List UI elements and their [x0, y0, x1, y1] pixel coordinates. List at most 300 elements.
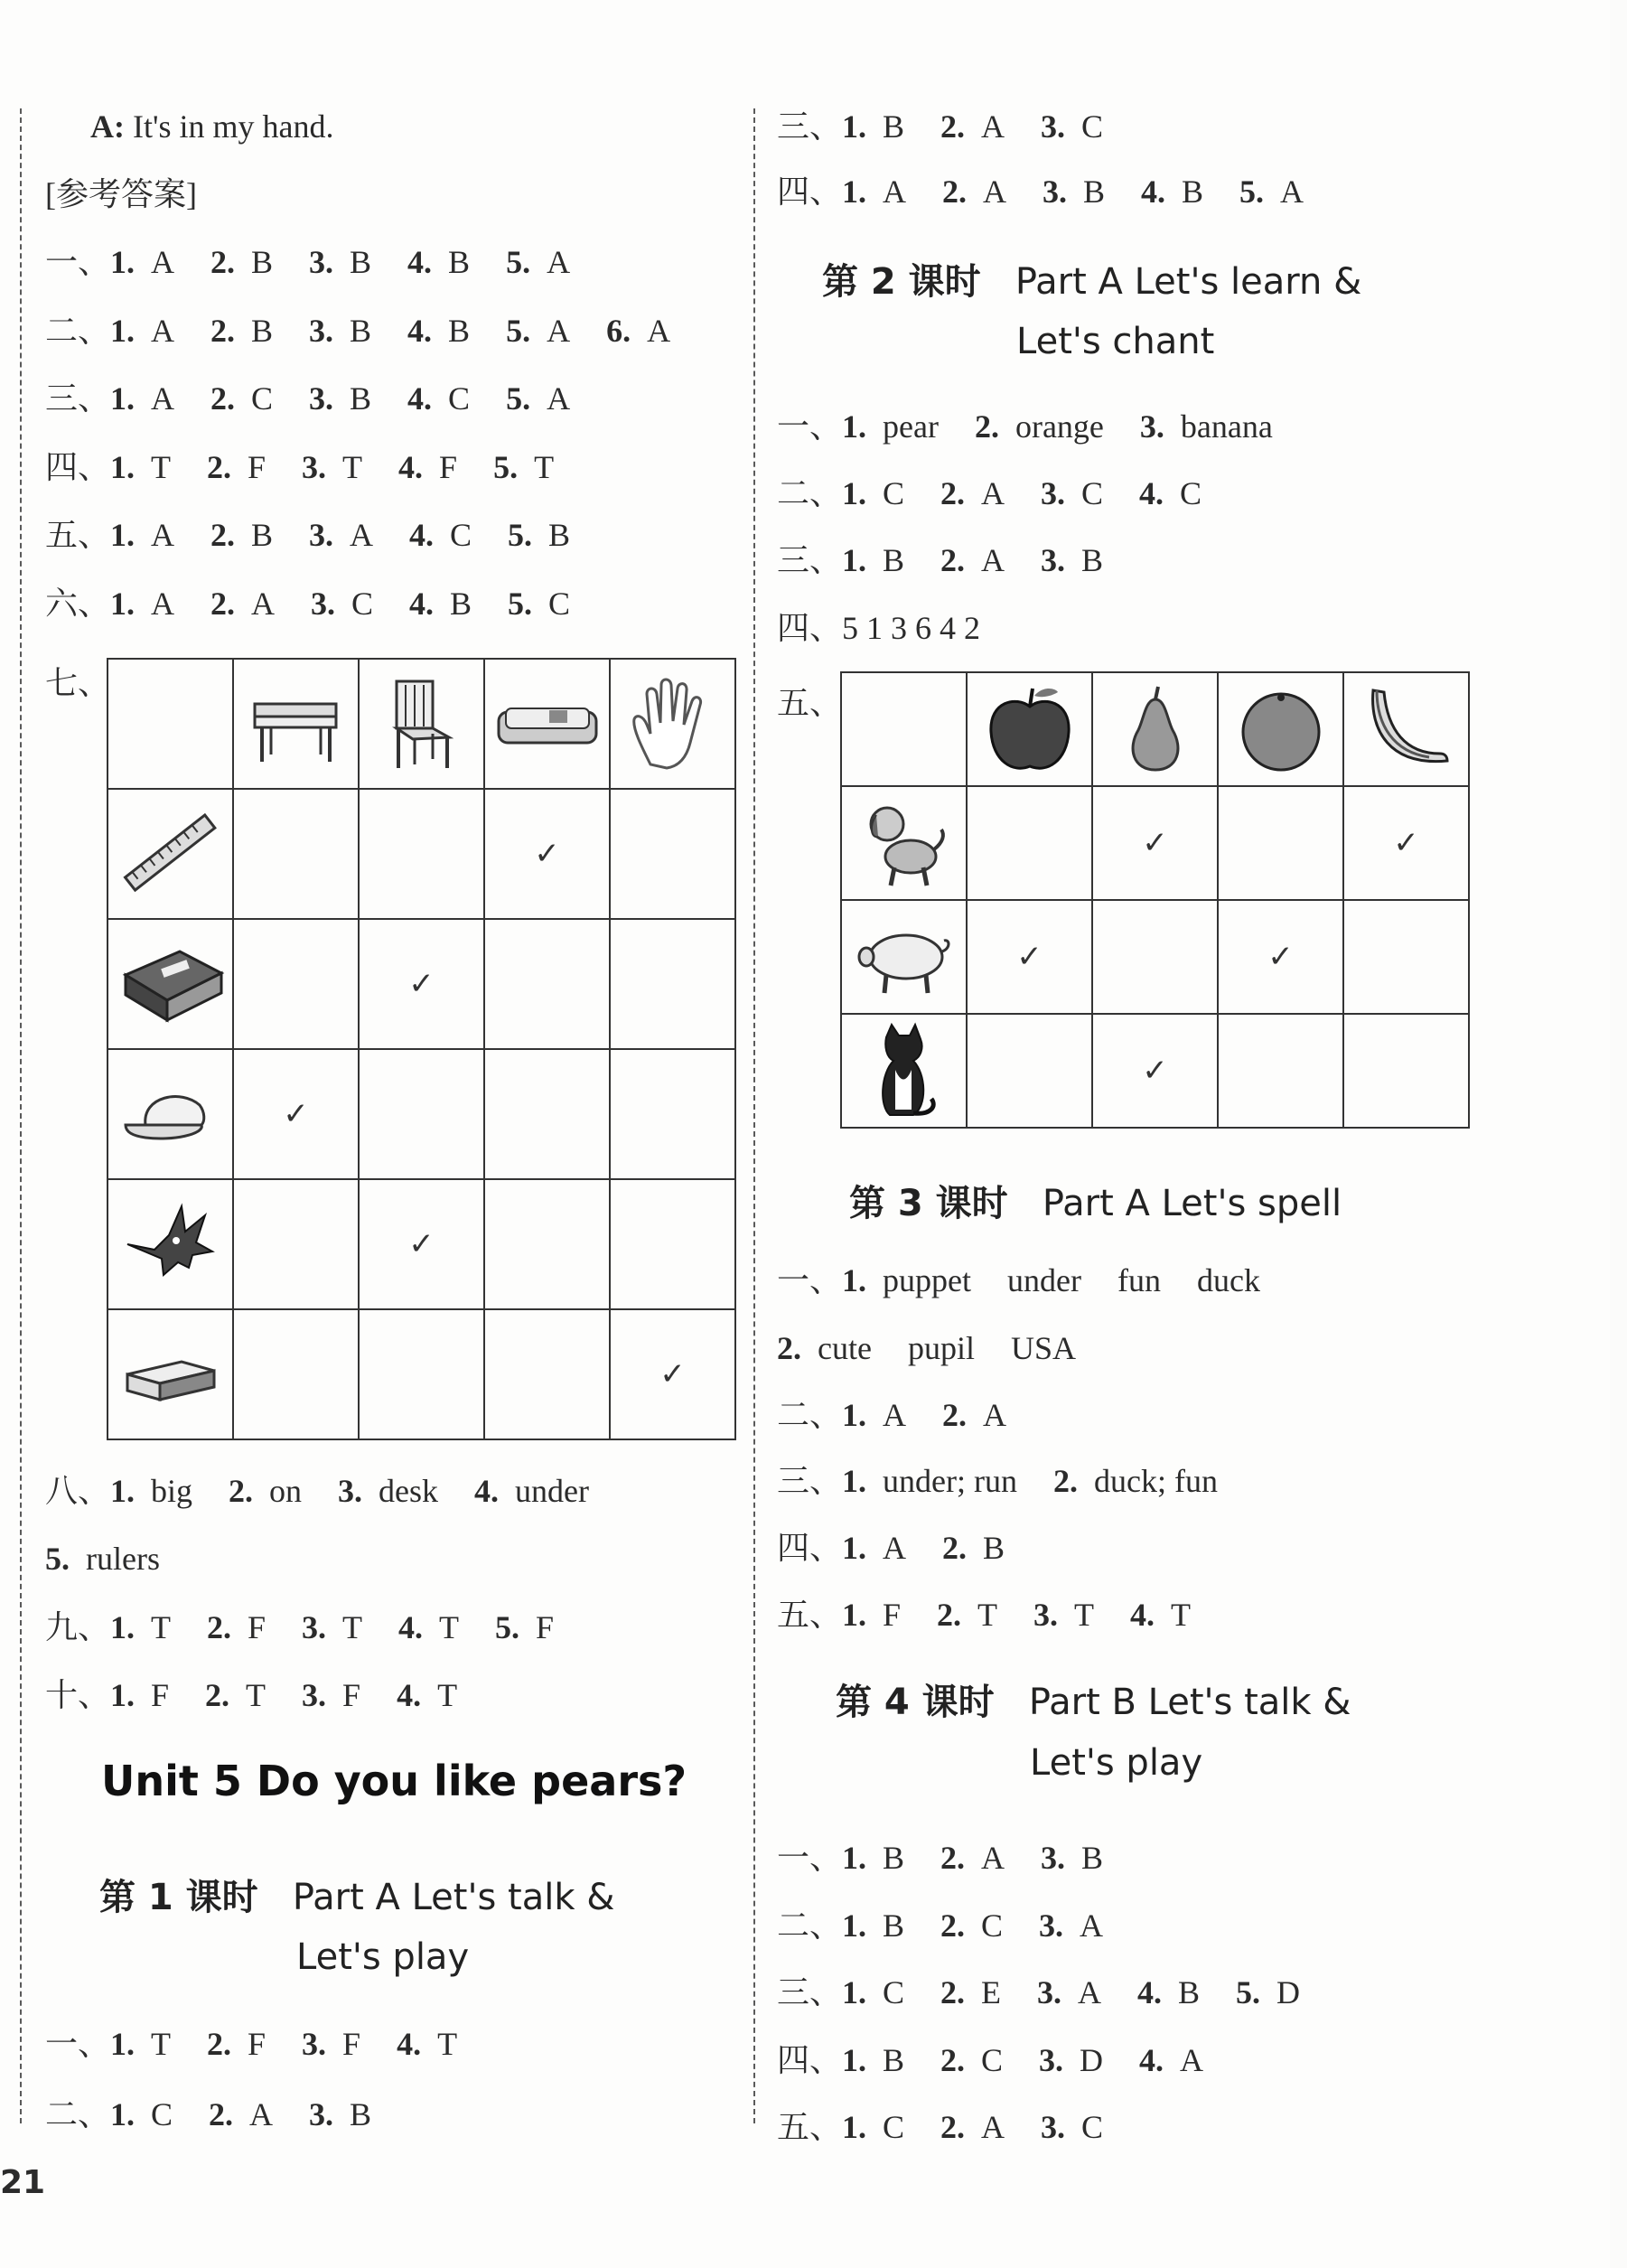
answer-row: [45, 447, 554, 487]
orange-icon: [1231, 679, 1331, 779]
item-number: 1.: [110, 448, 136, 485]
bird-icon: [118, 1199, 222, 1289]
check-cell: [233, 919, 359, 1049]
item-answer: F: [248, 2026, 266, 2062]
check-cell: [1343, 1014, 1469, 1128]
item-answer: banana: [1180, 408, 1273, 445]
item-answer: A: [883, 173, 907, 210]
item-number: 1.: [110, 1677, 136, 1713]
item-number: 4.: [398, 448, 424, 485]
item-answer: pear: [883, 408, 939, 445]
row-header-cell: [108, 1309, 233, 1439]
spell-word: pupil: [907, 1330, 975, 1366]
item-answer: B: [350, 244, 372, 280]
check-mark: ✓: [659, 1356, 686, 1392]
item-answer: B: [448, 312, 471, 349]
item-number: 2.: [940, 2041, 966, 2078]
left-margin-dashed-line: [20, 108, 22, 2123]
item-number: 2.: [229, 1473, 254, 1509]
check-cell: [233, 1309, 359, 1439]
item-number: 1.: [842, 2041, 867, 2078]
item-number: 1.: [110, 2026, 136, 2062]
row-label: 四、: [777, 1530, 843, 1566]
item-number: 3.: [302, 2026, 327, 2062]
item-answer: B: [350, 312, 372, 349]
item-number: 4.: [474, 1473, 500, 1509]
column-divider-dashed-line: [753, 108, 755, 2123]
row-label: 五、: [777, 2109, 843, 2145]
check-cell: [233, 1049, 359, 1179]
check-mark: ✓: [408, 966, 435, 1002]
check-mark: ✓: [283, 1096, 309, 1132]
apple-icon: [980, 679, 1080, 779]
item-answer: A: [1280, 173, 1304, 210]
item-answer: T: [437, 1677, 458, 1713]
item-number: 1.: [842, 1974, 867, 2010]
item-answer: A: [350, 517, 374, 553]
row-label: 一、: [777, 1840, 843, 1876]
item-answer: F: [342, 1677, 361, 1713]
item-number: 3.: [302, 448, 327, 485]
storybook-icon: [117, 939, 225, 1029]
item-number: 1.: [842, 542, 867, 578]
answer-row: [45, 2095, 371, 2134]
table-five-label: 五、: [777, 685, 843, 721]
table-header-row: [108, 659, 735, 789]
item-answer: on: [269, 1473, 303, 1509]
item-answer: E: [981, 1974, 1002, 2010]
cap-icon: [118, 1078, 222, 1150]
table-row: [108, 789, 735, 919]
item-number: 2.: [937, 1597, 962, 1633]
item-answer: orange: [1015, 408, 1104, 445]
lesson2-title-en: Part A Let's learn &: [1015, 261, 1362, 303]
item-answer: A: [981, 2109, 1005, 2145]
item-number: 1.: [842, 1530, 867, 1566]
check-cell: [359, 1309, 484, 1439]
item-answer: T: [977, 1597, 998, 1633]
item-number: 1.: [842, 1463, 867, 1499]
item-number: 1.: [842, 1597, 867, 1633]
row-label: 二、: [777, 1397, 843, 1433]
item-number: 3.: [1041, 475, 1066, 511]
item-number: 3.: [1039, 1907, 1064, 1944]
header-cell: [233, 659, 359, 789]
item-answer: B: [883, 2041, 905, 2078]
item-answer: T: [437, 2026, 458, 2062]
item-answer: A: [151, 517, 175, 553]
item-answer: T: [439, 1609, 460, 1645]
item-answer: B: [251, 517, 274, 553]
check-cell: [610, 1179, 735, 1309]
item-number: 2.: [777, 1330, 801, 1366]
item-answer: B: [883, 108, 905, 145]
check-cell: [233, 789, 359, 919]
item-number: 2.: [942, 173, 968, 210]
item-answer: F: [248, 448, 266, 485]
row-label: 三、: [45, 380, 111, 417]
fruit-animal-table: [840, 671, 1470, 1129]
answer-row: [777, 2107, 1103, 2147]
row-label: 二、: [777, 1907, 843, 1944]
row-header-cell: [841, 900, 967, 1014]
item-number: 5.: [506, 380, 531, 417]
check-cell: [1092, 900, 1218, 1014]
check-cell: [1218, 900, 1343, 1014]
lesson2-title: [822, 253, 1361, 305]
item-number: 1.: [842, 1840, 867, 1876]
item-answer: B: [350, 380, 372, 417]
item-answer: C: [1180, 475, 1202, 511]
check-cell: [1343, 900, 1469, 1014]
item-number: 3.: [1041, 2109, 1066, 2145]
check-cell: [1343, 786, 1469, 900]
item-number: 5.: [506, 244, 531, 280]
item-number: 2.: [207, 448, 232, 485]
item-number: 2.: [210, 244, 236, 280]
row-label: 二、: [45, 312, 111, 349]
item-number: 1.: [110, 1609, 136, 1645]
item-number: 2.: [209, 2096, 234, 2132]
item-number: 1.: [842, 1397, 867, 1433]
item-answer: B: [883, 1907, 905, 1944]
item-answer: A: [1078, 1974, 1102, 2010]
eraser-icon: [118, 1338, 222, 1410]
item-answer: C: [351, 585, 374, 622]
lesson4-title-en: Part B Let's talk &: [1028, 1682, 1351, 1723]
pencil-box-icon: [493, 692, 602, 755]
item-number: 1.: [842, 2109, 867, 2145]
row-label: 三、: [777, 108, 843, 145]
table-row: [108, 1179, 735, 1309]
item-answer: A: [883, 1397, 907, 1433]
lesson1-title-zh: 第 1 课时: [99, 1877, 258, 1918]
check-cell: [484, 1309, 610, 1439]
ruler-icon: [118, 809, 222, 899]
item-answer: big: [151, 1473, 193, 1509]
item-answer: T: [1074, 1597, 1095, 1633]
item-answer: C: [883, 1974, 905, 2010]
answer-row: [777, 172, 1304, 211]
item-number: 2.: [1052, 1463, 1078, 1499]
row-label: 四、: [45, 448, 111, 485]
item-answer: desk: [379, 1473, 439, 1509]
lesson1-title-en: Part A Let's talk &: [292, 1877, 615, 1918]
item-number: 4.: [398, 1609, 424, 1645]
check-cell: [484, 1179, 610, 1309]
row-label: 十、: [45, 1677, 111, 1713]
item-answer: T: [342, 448, 363, 485]
item-number: 2.: [940, 475, 966, 511]
item-answer: under; run: [883, 1463, 1017, 1499]
row-label: 三、: [777, 1463, 843, 1499]
row-header-cell: [108, 1049, 233, 1179]
item-answer: T: [1171, 1597, 1192, 1633]
spell-word: duck: [1196, 1262, 1260, 1298]
item-number: 3.: [1039, 2041, 1064, 2078]
page-number: 21: [0, 2164, 46, 2201]
row-header-cell: [108, 789, 233, 919]
header-cell: [1218, 672, 1343, 786]
item-answer: C: [548, 585, 571, 622]
item-answer: A: [981, 108, 1005, 145]
item-answer: C: [981, 2041, 1004, 2078]
lesson2-subtitle: Let's chant: [1016, 321, 1215, 362]
ba-row-item5: [45, 1539, 160, 1579]
item-answer: B: [251, 244, 274, 280]
item-number: 2.: [940, 542, 966, 578]
item-answer: A: [981, 475, 1005, 511]
item-number: 2.: [942, 1397, 968, 1433]
item-number: 3.: [1041, 108, 1066, 145]
item-number: 2.: [940, 1974, 966, 2010]
answer-row: [777, 1838, 1103, 1878]
order-sequence: 5 1 3 6 4 2: [842, 610, 981, 646]
item-number: 1.: [842, 173, 867, 210]
item-number: 1.: [110, 517, 136, 553]
answer-row: [777, 1973, 1300, 2012]
check-cell: [967, 1014, 1092, 1128]
lesson3-title-zh: 第 3 课时: [849, 1183, 1008, 1224]
item-answer: F: [536, 1609, 555, 1645]
header-cell: [1092, 672, 1218, 786]
item-number: 4.: [407, 244, 433, 280]
item-number: 4.: [1139, 2041, 1164, 2078]
item-answer: A: [983, 173, 1007, 210]
check-cell: [359, 919, 484, 1049]
row-label: 一、: [777, 408, 843, 445]
row-label: 二、: [777, 475, 843, 511]
item-number: 2.: [207, 1609, 232, 1645]
item-answer: A: [1180, 2041, 1204, 2078]
object-match-table: [107, 658, 736, 1440]
row-label: 一、: [45, 244, 111, 280]
spell-word: cute: [818, 1330, 872, 1366]
item-answer: A: [883, 1530, 907, 1566]
item-answer: B: [1081, 542, 1104, 578]
check-cell: [484, 1049, 610, 1179]
item-number: 1.: [110, 244, 136, 280]
row-label: 四、: [777, 2041, 843, 2078]
item-number: 3.: [1037, 1974, 1062, 2010]
pig-icon: [850, 912, 958, 1002]
item-number: 1.: [110, 312, 136, 349]
check-cell: [967, 786, 1092, 900]
item-number: 2.: [974, 408, 999, 445]
header-cell: [359, 659, 484, 789]
item-answer: D: [1276, 1974, 1301, 2010]
item-answer: A: [249, 2096, 274, 2132]
item-answer: B: [1182, 173, 1204, 210]
item-number: 4.: [409, 585, 435, 622]
item-number: 2.: [205, 1677, 230, 1713]
item-answer: A: [981, 542, 1005, 578]
answer-row: [45, 515, 570, 555]
item-answer: B: [1083, 173, 1106, 210]
item-answer: rulers: [86, 1541, 160, 1577]
item-number: 3.: [309, 312, 334, 349]
check-cell: [359, 789, 484, 919]
lesson1-title: [99, 1869, 614, 1920]
item-answer: T: [151, 1609, 172, 1645]
check-cell: [484, 919, 610, 1049]
unit-title: Unit 5 Do you like pears?: [101, 1757, 687, 1805]
item-number: 3.: [309, 517, 334, 553]
item-number: 4.: [1139, 475, 1164, 511]
row-header-cell: [841, 786, 967, 900]
answer-row: [45, 584, 570, 623]
item-number: 6.: [606, 312, 631, 349]
item-answer: A: [151, 312, 175, 349]
hand-icon: [623, 674, 723, 773]
dialogue-speaker: A:: [90, 108, 125, 145]
spell-word: puppet: [883, 1262, 971, 1298]
check-cell: [359, 1179, 484, 1309]
item-number: 5.: [493, 448, 519, 485]
item-answer: A: [547, 244, 571, 280]
dialogue-text: It's in my hand.: [133, 108, 334, 145]
item-answer: T: [342, 1609, 363, 1645]
check-mark: ✓: [1016, 939, 1043, 975]
row-label: 九、: [45, 1609, 111, 1645]
item-number: 3.: [309, 2096, 334, 2132]
item-number: 3.: [1041, 1840, 1066, 1876]
item-answer: F: [342, 2026, 361, 2062]
item-answer: C: [981, 1907, 1004, 1944]
item-answer: A: [151, 585, 175, 622]
check-mark: ✓: [1393, 825, 1419, 861]
item-number: 2.: [940, 1840, 966, 1876]
check-mark: ✓: [408, 1226, 435, 1262]
item-answer: C: [448, 380, 471, 417]
answer-row: [777, 540, 1103, 580]
item-answer: C: [883, 475, 905, 511]
item-number: 3.: [302, 1677, 327, 1713]
chair-icon: [369, 674, 473, 773]
item-number: 4.: [1141, 173, 1166, 210]
item-number: 1.: [110, 2096, 136, 2132]
item-answer: F: [151, 1677, 170, 1713]
item-number: 3.: [338, 1473, 363, 1509]
item-number: 1.: [842, 475, 867, 511]
lesson2-order-row: [777, 608, 980, 648]
item-answer: A: [251, 585, 276, 622]
lesson3-san-row: [777, 1461, 1218, 1501]
table-row: [841, 900, 1469, 1014]
lesson2-row-one: [777, 407, 1273, 446]
item-number: 2.: [942, 1530, 968, 1566]
item-number: 3.: [1033, 1597, 1059, 1633]
check-cell: [1092, 786, 1218, 900]
check-cell: [1218, 786, 1343, 900]
table-row: [108, 919, 735, 1049]
item-number: 2.: [940, 1907, 966, 1944]
answer-row: [777, 473, 1202, 513]
item-answer: A: [547, 312, 571, 349]
spell-word: fun: [1117, 1262, 1161, 1298]
item-answer: C: [883, 2109, 905, 2145]
item-answer: B: [350, 2096, 372, 2132]
answer-row: [45, 242, 570, 282]
answer-row: [777, 1528, 1005, 1568]
item-number: 1.: [842, 108, 867, 145]
item-answer: B: [883, 1840, 905, 1876]
item-answer: A: [983, 1397, 1007, 1433]
item-number: 5.: [45, 1541, 70, 1577]
item-number: 4.: [397, 1677, 422, 1713]
table-row: [108, 1309, 735, 1439]
check-cell: [610, 1049, 735, 1179]
table-row: [841, 1014, 1469, 1128]
check-cell: [967, 900, 1092, 1014]
item-answer: C: [251, 380, 274, 417]
check-cell: [610, 789, 735, 919]
item-answer: T: [534, 448, 555, 485]
item-number: 4.: [1137, 1974, 1163, 2010]
check-mark: ✓: [1142, 825, 1168, 861]
check-cell: [233, 1179, 359, 1309]
item-answer: F: [439, 448, 458, 485]
item-answer: B: [450, 585, 472, 622]
item-number: 2.: [210, 312, 236, 349]
row-label: 一、: [45, 2026, 111, 2062]
item-number: 3.: [1043, 173, 1068, 210]
item-answer: F: [883, 1597, 902, 1633]
lesson3-row-one: [777, 1261, 1260, 1300]
item-number: 4.: [407, 312, 433, 349]
row-label: 三、: [777, 542, 843, 578]
row-header-cell: [108, 919, 233, 1049]
check-cell: [1092, 1014, 1218, 1128]
corner-cell: [108, 659, 233, 789]
item-answer: B: [548, 517, 571, 553]
item-answer: C: [151, 2096, 173, 2132]
item-answer: B: [448, 244, 471, 280]
row-label: 五、: [45, 517, 111, 553]
item-number: 4.: [407, 380, 433, 417]
row-header-cell: [841, 1014, 967, 1128]
row-label: 四、: [777, 610, 843, 646]
jiu-row: [45, 1607, 554, 1647]
item-number: 1.: [842, 408, 867, 445]
item-number: 3.: [311, 585, 336, 622]
item-answer: C: [450, 517, 472, 553]
answers-header: [参考答案]: [45, 176, 197, 212]
header-cell: [610, 659, 735, 789]
item-answer: T: [151, 448, 172, 485]
row-label: 四、: [777, 173, 843, 210]
check-cell: [359, 1049, 484, 1179]
row-label: 二、: [45, 2096, 111, 2132]
check-cell: [1218, 1014, 1343, 1128]
header-cell: [1343, 672, 1469, 786]
row-label: 五、: [777, 1597, 843, 1633]
row-label: 六、: [45, 585, 111, 622]
banana-icon: [1357, 679, 1456, 779]
item-number: 1.: [110, 380, 136, 417]
item-answer: A: [981, 1840, 1005, 1876]
lesson3-title-en: Part A Let's spell: [1042, 1183, 1342, 1224]
header-cell: [967, 672, 1092, 786]
item-answer: B: [1178, 1974, 1201, 2010]
item-answer: A: [547, 380, 571, 417]
table-seven-label: 七、: [45, 665, 111, 701]
answer-row: [777, 1395, 1006, 1435]
item-number: 1.: [110, 585, 136, 622]
check-cell: [610, 1309, 735, 1439]
row-label: 一、: [777, 1262, 843, 1298]
dog-icon: [855, 793, 954, 893]
